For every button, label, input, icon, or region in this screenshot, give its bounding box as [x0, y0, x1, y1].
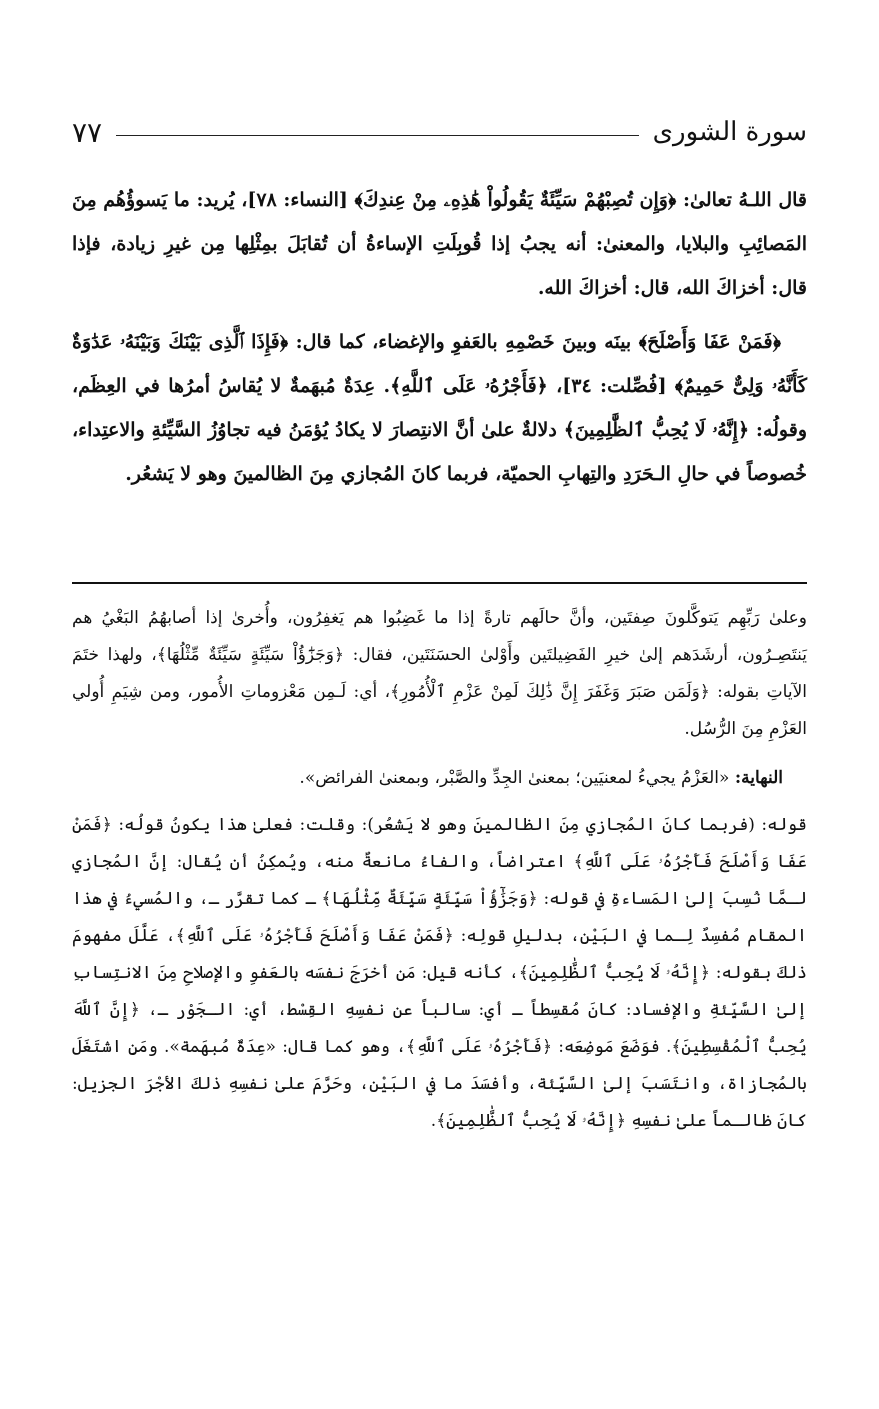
- main-paragraph: قال اللـهُ تعالىٰ: ﴿وَإِن تُصِبْهُمْ سَيِّئَةٌ يَقُولُواْ هَٰذِهِۦ مِنْ عِندِكَ﴾ [النساء: ٧٨]، يُريد: ما يَسوؤُهُم مِنَ المَصائِبِ والبلايا، والمعنىٰ: أنه يجبُ إذا قُوبِلَتِ الإساءةُ أن تُقابَلَ بمِثْلِها مِن غيرِ زيادة، فإذا قال: أخزاكَ الله، قال: أخزاكَ الله.: [72, 189, 807, 299]
- footnotes-section: [72, 600, 807, 1140]
- footnote-source-label: النهاية:: [734, 768, 783, 788]
- footnote-paragraph: قوله: (فربما كانَ المُجازي مِنَ الظالمينَ وهو لا يَشعُر): وقلت: فعلىٰ هذا يكونُ قولُه: ﴿فَمَنْ عَفَا وَأَصْلَحَ فَأَجْرُهُۥ عَلَى ٱللَّهِ﴾ اعتراضاً، والفاءُ مانعةٌ منه، ويُمكِنُ أن يُقال: إنَّ المُجازي لـمَّا نُسِبَ إلىٰ المَساءةِ في قوله: ﴿وَجَزَٰٓؤُاْ سَيِّئَةٍ سَيِّئَةٌ مِّثْلُهَا﴾ ـ كما تقرَّر ـ، والمُسيءُ في هذا المقام مُفسِدٌ لِـما في البَيْن، بدليلِ قولِه: ﴿فَمَنْ عَفَا وَأَصْلَحَ فَأَجْرُهُۥ عَلَى ٱللَّهِ﴾، عَلَّلَ مفهومَ ذلكَ بقوله: ﴿إِنَّهُۥ لَا يُحِبُّ ٱلظَّٰلِمِينَ﴾، كأنه قيل: مَن أخرَجَ نفسَه بالعَفوِ والإصلاحِ مِنَ الانتِسابِ إلىٰ السَّيِّئةِ والإفساد: كانَ مُقسِطاً ـ أي: سالباً عن نفسِهِ القِسْط، أي: الـجَوْر ـ، ﴿إِنَّ ٱللَّهَ يُحِبُّ ٱلْمُقْسِطِينَ﴾. فوَضَعَ مَوضِعَه: ﴿فَأَجْرُهُۥ عَلَى ٱللَّهِ﴾، وهو كما قال: «عِدَةٌ مُبهَمة». ومَنِ اشتَغَلَ بالمُجازاة، وانتَسَبَ إلىٰ السَّيِّئة، وأفسَدَ ما في البَيْن، وحَرَّمَ علىٰ نفسِهِ ذلكَ الأجْرَ الجزيل: كانَ ظالـماً علىٰ نفسِهِ ﴿إِنَّهُۥ لَا يُحِبُّ ٱلظَّٰلِمِينَ﴾.: [72, 815, 807, 1131]
- page-header: [72, 112, 807, 152]
- main-paragraph: ﴿فَمَنْ عَفَا وَأَصْلَحَ﴾ بينَه وبينَ خَصْمِهِ بالعَفوِ والإغضاء، كما قال: ﴿فَإِذَا ٱلَّذِى بَيْنَكَ وَبَيْنَهُۥ عَدَٰوَةٌ كَأَنَّهُۥ وَلِىٌّ حَمِيمٌ﴾ [فُصِّلت: ٣٤]، ﴿فَأَجْرُهُۥ عَلَى ٱللَّهِ﴾. عِدَةٌ مُبهَمةٌ لا يُقاسُ أمرُها في العِظَم، وقولُه: ﴿إِنَّهُۥ لَا يُحِبُّ ٱلظَّٰلِمِينَ﴾ دلالةٌ علىٰ أنَّ الانتِصارَ لا يكادُ يُؤمَنُ فيه تجاوُزُ السَّيِّئةِ والاعتِداء، خُصوصاً في حالِ الـحَرَدِ والتِهابِ الحميّة، فربما كانَ المُجازي مِنَ الظالمينَ وهو لا يَشعُر.: [72, 331, 808, 485]
- surah-title: سورة الشورى: [652, 117, 807, 147]
- page-number: ٧٧: [72, 115, 103, 149]
- footnote-quote: «العَزْمُ يجيءُ لمعنيَين؛ بمعنىٰ الجِدِّ والصَّبْر، وبمعنىٰ الفرائض».: [299, 768, 730, 788]
- header-rule: [116, 135, 639, 136]
- main-text: [72, 178, 807, 496]
- footnote-paragraph: [72, 760, 807, 797]
- footnote-divider: [72, 582, 807, 584]
- footnote-paragraph: وعلىٰ رَبِّهِم يَتوكَّلونَ صِفتَين، وأنَّ حالَهم تارةً إذا ما غَضِبُوا هم يَغفِرُون، وأُخرىٰ إذا أصابهُمُ البَغْيُ هم يَنتَصِـرُون، أرشَدَهم إلىٰ خيرِ الفَضِيلتَين وأَوْلىٰ الحسَنَتَين، فقال: ﴿وَجَزَٰٓؤُاْ سَيِّئَةٍ سَيِّئَةٌ مِّثْلُهَا﴾، ولهذا ختَمَ الآياتِ بقوله: ﴿وَلَمَن صَبَرَ وَغَفَرَ إِنَّ ذَٰلِكَ لَمِنْ عَزْمِ ٱلْأُمُورِ﴾، أي: لَـمِن مَعْزوماتِ الأُمور، ومن شِيَمِ أُولي العَزْمِ مِنَ الرُّسُل.: [72, 608, 807, 739]
